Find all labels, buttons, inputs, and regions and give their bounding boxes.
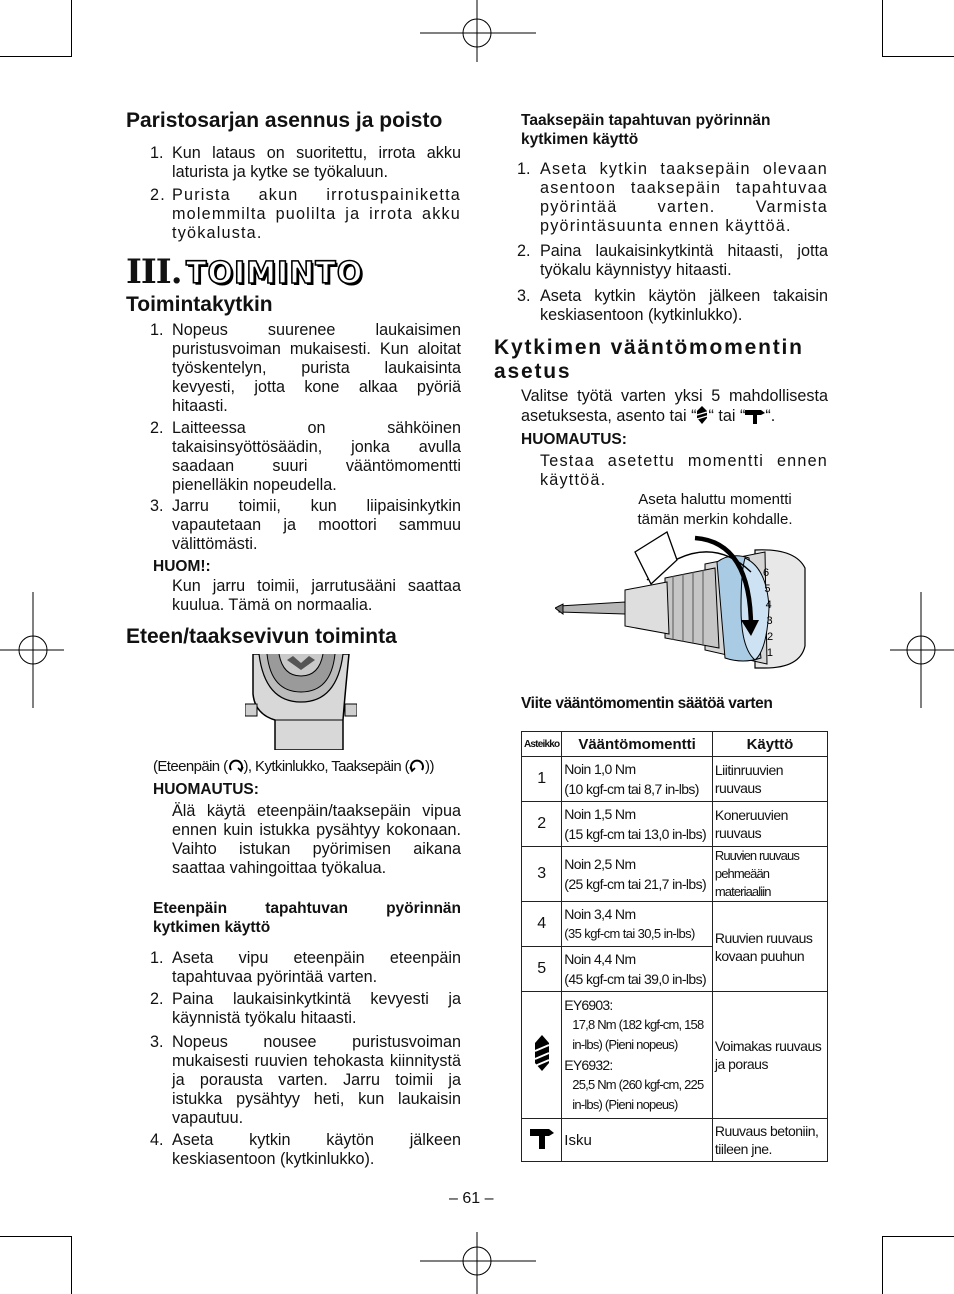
torque-intro: Valitse työtä varten yksi 5 mahdollisesta asetuksesta, asento tai “ “ tai “ “. [521, 387, 828, 425]
table-row [522, 992, 828, 1119]
list-item: 4. Aseta kytkin käytön jälkeen keskiasentoon (kytkinlukko). [150, 1131, 461, 1168]
registration-mark-top [420, 0, 536, 62]
table-row [522, 802, 828, 847]
reverse-rotation-icon [409, 758, 425, 774]
forward-rotation-icon [228, 758, 244, 774]
list-item: 1. Aseta vipu eteenpäin eteenpäin tapahtuvaa pyörintää varten. [150, 949, 461, 986]
list-item: 1. Aseta kytkin taaksepäin olevaan asentoon taaksepäin tapahtuvaa pyörintää varten. Varmista pyörintäsuunta ennen käyttöä. [517, 160, 828, 235]
caution-heading: HUOMAUTUS: [521, 431, 627, 448]
list-item: 1. Nopeus suurenee laukaisimen puristusvoiman mukaisesti. Kun aloitat työskentelyn, purista laukaisinta kevyesti, jotta kone alkaa pyöriä hitaasti. [150, 321, 461, 415]
chapter-heading: III. TOIMINTO [126, 252, 364, 292]
list-item: 1. Kun lataus on suoritettu, irrota akku laturista ja kytke se työkaluun. [150, 144, 461, 181]
section-title-switch: Toimintakytkin [126, 293, 273, 316]
table-row [522, 847, 828, 902]
dial-number: 5 [764, 583, 771, 595]
table-header-row [522, 732, 828, 757]
dial-number: 3 [766, 615, 773, 627]
torque-cell: Noin 1,0 Nm (10 kgf-cm tai 8,7 in-lbs) [562, 757, 713, 802]
dial-number: 2 [766, 631, 774, 643]
torque-table [521, 731, 828, 1162]
level-cell [522, 1119, 562, 1162]
drill-bit-icon [696, 406, 708, 424]
torque-cell: Isku [562, 1119, 713, 1162]
hammer-icon [745, 408, 765, 424]
direction-caption: (Eteenpäin ( ), Kytkinlukko, Taaksepäin ( )) [153, 758, 434, 775]
hammer-icon [530, 1127, 554, 1149]
torque-dial-illustration [555, 528, 810, 680]
dial-number: 6 [763, 567, 770, 579]
use-cell: Ruuvien ruuvaus pehmeään materiaaliin [712, 847, 827, 902]
note-text: Kun jarru toimii, jarrutusääni saattaa kuulua. Tämä on normaalia. [172, 577, 461, 614]
column-header: Käyttö [712, 732, 827, 757]
table-row [522, 757, 828, 802]
direction-lever-illustration [245, 654, 357, 750]
torque-cell: EY6903: 17,8 Nm (182 kgf-cm, 158 in-lbs) (Pieni nopeus) EY6932: 25,5 Nm (260 kgf-cm, 225 in-lbs) (Pieni nopeus) [562, 992, 713, 1119]
subheading-forward: Eteenpäin tapahtuvan pyörinnän kytkimen käyttö [153, 900, 461, 936]
drill-bit-icon [534, 1035, 550, 1071]
torque-cell: Noin 4,4 Nm (45 kgf-cm tai 39,0 in-lbs) [562, 947, 713, 992]
page-number: – 61 – [449, 1190, 494, 1207]
column-header: Asteikko [522, 732, 562, 757]
dial-number: 1 [766, 647, 774, 659]
list-item: 2. Paina laukaisinkytkintä kevyesti ja käynnistä työkalu hitaasti. [150, 990, 461, 1027]
registration-mark-right [890, 592, 954, 708]
use-cell: Voimakas ruuvaus ja poraus [712, 992, 827, 1119]
list-item: 2. Purista akun irrotuspainiketta molemmilta puolilta ja irrota akku työkalusta. [150, 186, 461, 242]
level-cell [522, 992, 562, 1119]
table-row [522, 902, 828, 947]
figure-caption: Aseta haluttu momentti tämän merkin kohdalle. [637, 491, 793, 528]
caution-text: Älä käytä eteenpäin/taaksepäin vipua ennen kuin istukka pysähtyy kokonaan. Vaihto istukan pyörimisen aikana saattaa vahingoittaa työkalua. [172, 802, 461, 877]
caution-text: Testaa asetettu momentti ennen käyttöä. [540, 452, 828, 489]
subheading-reverse: Taaksepäin tapahtuvan pyörinnän kytkimen käyttö [521, 112, 771, 148]
level-cell: 5 [522, 947, 562, 992]
use-cell: Ruuvaus betoniin, tiileen jne. [712, 1119, 827, 1162]
registration-mark-bottom [420, 1232, 536, 1294]
table-title: Viite vääntömomentin säätöä varten [521, 695, 773, 712]
list-item: 3. Aseta kytkin käytön jälkeen takaisin keskiasentoon (kytkinlukko). [517, 287, 828, 324]
caution-heading: HUOMAUTUS: [153, 781, 259, 798]
torque-cell: Noin 1,5 Nm (15 kgf-cm tai 13,0 in-lbs) [562, 802, 713, 847]
level-cell: 4 [522, 902, 562, 947]
note-heading: HUOM!: [153, 558, 211, 575]
use-cell: Koneruuvien ruuvaus [712, 802, 827, 847]
table-row [522, 1119, 828, 1162]
list-item: 3. Jarru toimii, kun liipaisinkytkin vapautetaan ja moottori sammuu välittömästi. [150, 497, 461, 553]
level-cell: 3 [522, 847, 562, 902]
torque-cell: Noin 3,4 Nm (35 kgf-cm tai 30,5 in-lbs) [562, 902, 713, 947]
registration-mark-left [0, 592, 64, 708]
use-cell: Ruuvien ruuvaus kovaan puuhun [712, 902, 827, 992]
list-item: 2. Laitteessa on sähköinen takaisinsyöttösäädin, jonka avulla saadaan suuri vääntömomentti pienelläkin nopeudella. [150, 419, 461, 494]
list-item: 3. Nopeus nousee puristusvoiman mukaisesti ruuvien tehokasta kiinnitystä ja porausta varten. Jarru toimii ja istukka pysähtyy heti, kun laukaisin vapautuu. [150, 1033, 461, 1127]
list-item: 2. Paina laukaisinkytkintä hitaasti, jotta työkalu käynnistyy hitaasti. [517, 242, 828, 279]
use-cell: Liitinruuvien ruuvaus [712, 757, 827, 802]
dial-number: 4 [765, 599, 772, 611]
column-header: Vääntömomentti [562, 732, 713, 757]
level-cell: 1 [522, 757, 562, 802]
section-title-torque: Kytkimen vääntömomentin asetus [494, 336, 804, 383]
section-title-battery: Paristosarjan asennus ja poisto [126, 109, 443, 132]
level-cell: 2 [522, 802, 562, 847]
torque-cell: Noin 2,5 Nm (25 kgf-cm tai 21,7 in-lbs) [562, 847, 713, 902]
section-title-fwdrev: Eteen/taaksevivun toiminta [126, 625, 397, 648]
